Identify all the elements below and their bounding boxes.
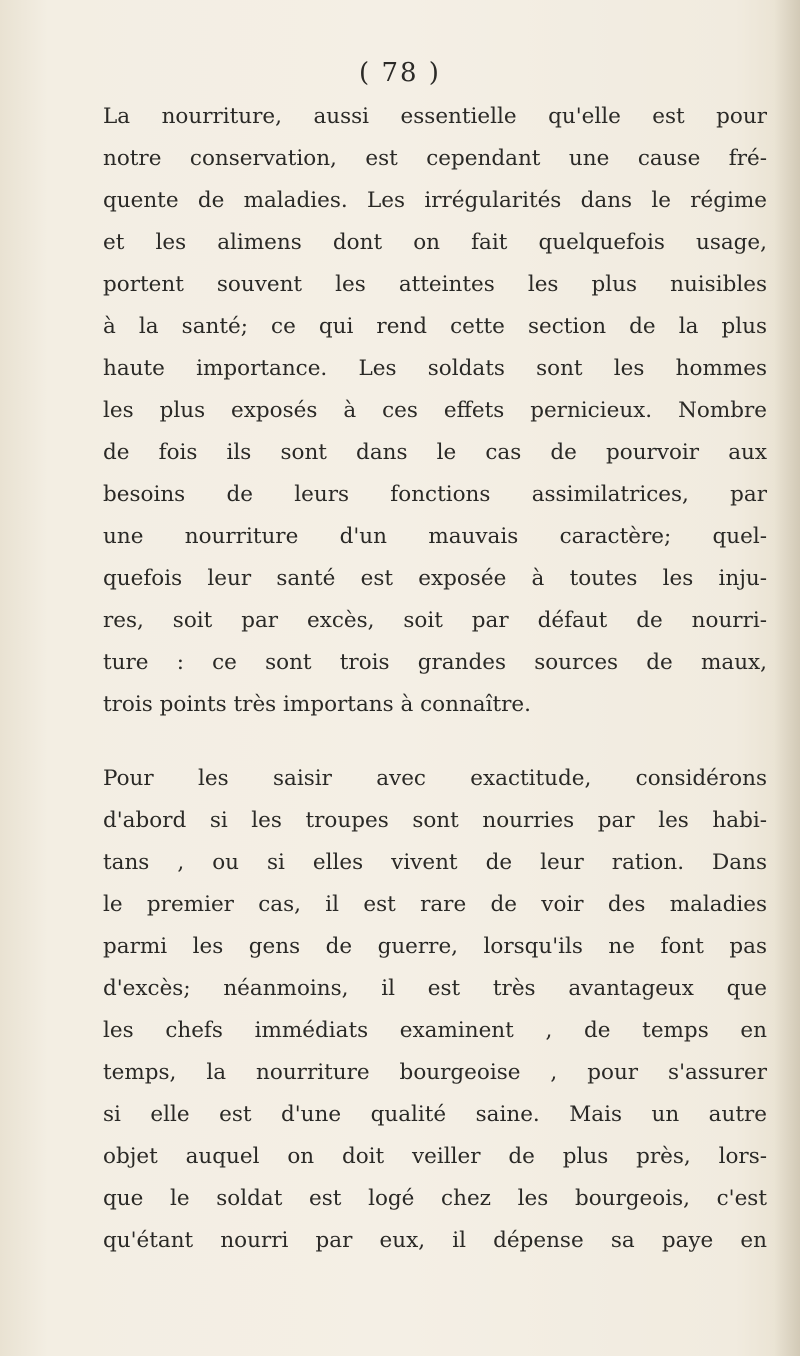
text-line: temps, la nourriture bourgeoise , pour s'assurer [103,1060,767,1085]
text-line: à la santé; ce qui rend cette section de la plus [103,314,767,339]
page-body [103,96,767,1262]
text-line: le premier cas, il est rare de voir des maladies [103,892,767,917]
text-line: trois points très importans à connaître. [103,692,531,717]
text-line: objet auquel on doit veiller de plus près, lors- [103,1144,767,1169]
page-number: ( 78 ) [359,58,441,88]
text-line: parmi les gens de guerre, lorsqu'ils ne font pas [103,934,767,959]
text-line: quente de maladies. Les irrégularités dans le régime [103,188,767,213]
text-line: les chefs immédiats examinent , de temps en [103,1018,767,1043]
page-edge-shadow [774,0,800,1356]
text-line: notre conservation, est cependant une cause fré- [103,146,767,171]
text-line: Pour les saisir avec exactitude, considérons [103,766,767,791]
paragraph-2 [103,758,767,1262]
text-line: une nourriture d'un mauvais caractère; quel- [103,524,767,549]
text-line: res, soit par excès, soit par défaut de nourri- [103,608,767,633]
text-line: ture : ce sont trois grandes sources de maux, [103,650,767,675]
text-line: haute importance. Les soldats sont les hommes [103,356,767,381]
text-line: de fois ils sont dans le cas de pourvoir aux [103,440,767,465]
text-line: La nourriture, aussi essentielle qu'elle est pour [103,104,767,129]
text-line: et les alimens dont on fait quelquefois usage, [103,230,767,255]
text-line: portent souvent les atteintes les plus nuisibles [103,272,767,297]
text-line: qu'étant nourri par eux, il dépense sa paye en [103,1228,767,1253]
paragraph-1 [103,96,767,726]
text-line: d'abord si les troupes sont nourries par les habi- [103,808,767,833]
paragraph-spacer [103,726,767,758]
text-line: d'excès; néanmoins, il est très avantageux que [103,976,767,1001]
text-line: tans , ou si elles vivent de leur ration. Dans [103,850,767,875]
text-line: que le soldat est logé chez les bourgeois, c'est [103,1186,767,1211]
text-line: si elle est d'une qualité saine. Mais un autre [103,1102,767,1127]
text-line: besoins de leurs fonctions assimilatrices, par [103,482,767,507]
text-line: quefois leur santé est exposée à toutes les inju- [103,566,767,591]
text-line: les plus exposés à ces effets pernicieux. Nombre [103,398,767,423]
